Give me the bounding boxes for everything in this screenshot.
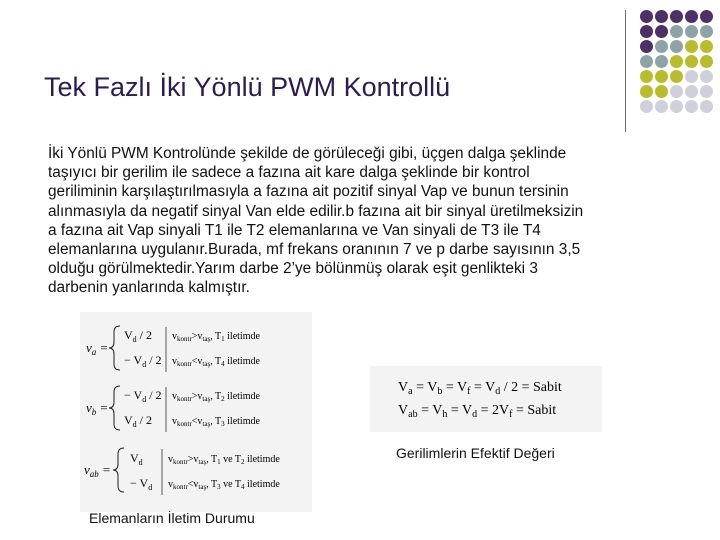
decorative-dot bbox=[670, 40, 683, 53]
decorative-dot bbox=[700, 40, 713, 53]
decorative-dot bbox=[670, 25, 683, 38]
decorative-dot bbox=[655, 10, 668, 23]
vb-case2-condition: $v_{kontr}<v_{taş}$, $T_3$ iletimde bbox=[172, 416, 260, 428]
decorative-dot bbox=[685, 85, 698, 98]
decorative-dot bbox=[655, 25, 668, 38]
va-case1-condition: $v_{kontr}>v_{taş}$, $T_1$ iletimde bbox=[172, 331, 260, 343]
decorative-dot bbox=[640, 55, 653, 68]
decorative-dot bbox=[700, 100, 713, 113]
body-line: olduğu görülmektedir.Yarım darbe 2’ye bölünmüş olarak eşit genlikteki 3 bbox=[48, 260, 538, 278]
decorative-dot bbox=[640, 40, 653, 53]
va-case2-condition: $v_{kontr}<v_{taş}$, $T_4$ iletimde bbox=[172, 356, 260, 368]
vb-lhs: $v_b$ = bbox=[86, 400, 109, 417]
vb-case1-condition: $v_{kontr}>v_{taş}$, $T_2$ iletimde bbox=[172, 391, 260, 403]
conduction-states-caption: Elemanların İletim Durumu bbox=[89, 510, 255, 526]
decorative-dot bbox=[685, 25, 698, 38]
decorative-dot bbox=[700, 55, 713, 68]
decorative-dot bbox=[655, 100, 668, 113]
body-line: geriliminin karşılaştırılmasıyla a fazına ait pozitif sinyal Vap ve bunun tersinin bbox=[48, 183, 569, 201]
effective-voltage-caption: Gerilimlerin Efektif Değeri bbox=[396, 445, 555, 461]
decorative-dot bbox=[670, 10, 683, 23]
decorative-dot bbox=[655, 55, 668, 68]
decorative-dot bbox=[655, 70, 668, 83]
va-lhs: $v_a$ = bbox=[86, 340, 109, 357]
vab-case1-condition: $v_{kontr}>v_{taş}$, $T_1$ ve $T_2$ iletimde bbox=[168, 454, 280, 466]
body-line: darbenin yanlarında kalmıştır. bbox=[48, 279, 250, 297]
decorative-dot bbox=[640, 100, 653, 113]
vb-case1-value: − $V_d / 2$ bbox=[124, 388, 162, 404]
decorative-dot bbox=[655, 85, 668, 98]
decorative-dot bbox=[670, 55, 683, 68]
decorative-dot bbox=[640, 70, 653, 83]
vab-case2-condition: $v_{kontr}<v_{taş}$, $T_3$ ve $T_4$ iletimde bbox=[168, 479, 280, 491]
vb-brace bbox=[109, 386, 120, 430]
body-line: İki Yönlü PWM Kontrolünde şekilde de görüleceği gibi, üçgen dalga şeklinde bbox=[48, 145, 567, 162]
decorative-dot bbox=[685, 10, 698, 23]
effective-voltage-eq1: $V_a = V_b = V_f = V_d / 2$ = Sabit bbox=[398, 380, 562, 397]
decorative-dot bbox=[640, 85, 653, 98]
decorative-dot bbox=[700, 85, 713, 98]
body-line: taşıyıcı bir gerilim ile sadece a fazına ait kare dalga şeklinde bir kontrol bbox=[48, 164, 530, 182]
decorative-dot bbox=[655, 40, 668, 53]
va-case1-value: $V_d / 2$ bbox=[124, 328, 153, 344]
vab-case1-value: $V_d$ bbox=[130, 451, 143, 467]
conduction-states-figure bbox=[80, 312, 312, 512]
decorative-dot bbox=[685, 55, 698, 68]
vb-case2-value: $V_d / 2$ bbox=[124, 413, 153, 429]
body-paragraph bbox=[48, 144, 688, 298]
decorative-dot bbox=[640, 10, 653, 23]
slide-title: Tek Fazlı İki Yönlü PWM Kontrollü bbox=[44, 72, 451, 102]
va-equation bbox=[86, 326, 260, 372]
decorative-dot bbox=[670, 85, 683, 98]
decorative-dot bbox=[700, 10, 713, 23]
vb-equation bbox=[86, 386, 260, 432]
body-line: elemanlarına uygulanır.Burada, mf frekans oranının 7 ve p darbe sayısının 3,5 bbox=[48, 241, 581, 259]
decorative-dot bbox=[700, 25, 713, 38]
va-case2-value: − $V_d / 2$ bbox=[124, 353, 162, 369]
effective-voltage-eq2: $V_{ab} = V_h = V_d = 2V_f$ = Sabit bbox=[398, 403, 557, 420]
effective-voltage-figure bbox=[370, 366, 602, 432]
decorative-dot bbox=[640, 25, 653, 38]
decorative-dot bbox=[670, 100, 683, 113]
decorative-dot bbox=[685, 40, 698, 53]
vab-brace bbox=[113, 448, 124, 492]
effective-voltage-formulas bbox=[370, 366, 602, 432]
decorative-dot bbox=[670, 70, 683, 83]
vab-case2-value: − $V_d$ bbox=[130, 476, 153, 492]
conduction-states-formulas bbox=[80, 312, 312, 512]
decorative-dot bbox=[700, 70, 713, 83]
va-brace bbox=[109, 326, 120, 370]
vab-equation bbox=[84, 448, 280, 495]
body-line: a fazına ait Vap sinyali T1 ile T2 elemanlarına ve Van sinyali de T3 ile T4 bbox=[48, 221, 541, 239]
decorative-dot bbox=[685, 100, 698, 113]
decorative-dot-grid bbox=[640, 10, 720, 120]
body-line: alınmasıyla da negatif sinyal Van elde edilir.b fazına ait bir sinyal üretilmeksizin bbox=[48, 202, 584, 220]
vab-lhs: $v_{ab}$ = bbox=[84, 462, 111, 479]
decorative-dot bbox=[685, 70, 698, 83]
title-divider-line bbox=[625, 10, 626, 132]
